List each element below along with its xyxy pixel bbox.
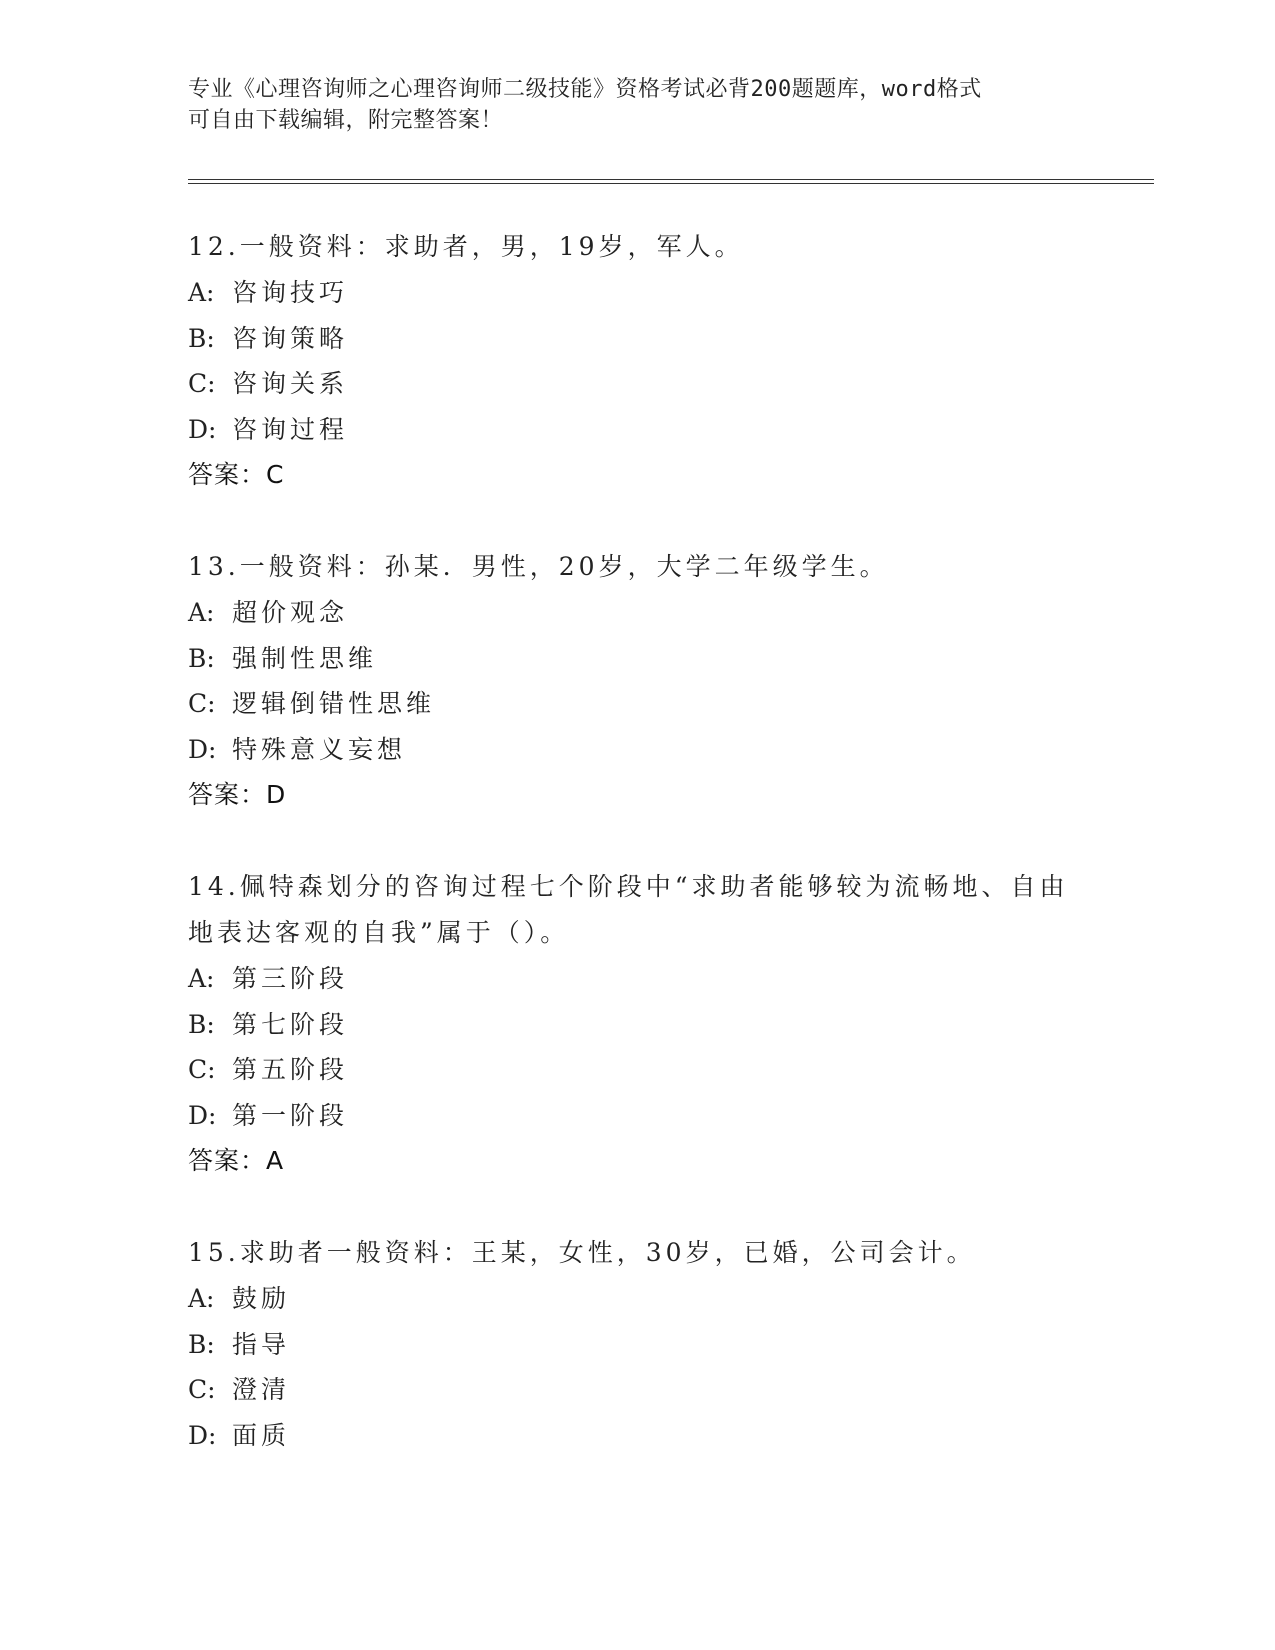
question-14 bbox=[188, 864, 1088, 1184]
option-letter: A: bbox=[188, 598, 215, 627]
option-text: 面质 bbox=[232, 1420, 291, 1450]
option-d bbox=[188, 727, 1088, 773]
option-text: 咨询策略 bbox=[232, 323, 349, 353]
option-a bbox=[188, 270, 1088, 316]
option-text: 第五阶段 bbox=[232, 1055, 349, 1084]
question-stem: 14.佩特森划分的咨询过程七个阶段中“求助者能够较为流畅地、自由地表达客观的自我”属于（）。 bbox=[188, 872, 1069, 947]
option-text: 强制性思维 bbox=[232, 643, 378, 673]
option-letter: A: bbox=[188, 1284, 215, 1313]
option-c bbox=[188, 1367, 1088, 1413]
option-text: 咨询过程 bbox=[232, 414, 349, 444]
option-text: 咨询技巧 bbox=[232, 278, 349, 307]
option-b bbox=[188, 316, 1088, 362]
option-letter: A: bbox=[188, 278, 215, 307]
answer-label: 答案：D bbox=[188, 780, 287, 809]
option-d bbox=[188, 1413, 1088, 1459]
header-divider-bottom bbox=[188, 183, 1154, 184]
document-header bbox=[188, 74, 1088, 136]
answer-label: 答案：A bbox=[188, 1146, 285, 1175]
option-c bbox=[188, 361, 1088, 407]
question-15 bbox=[188, 1230, 1088, 1458]
option-a bbox=[188, 1276, 1088, 1322]
option-c bbox=[188, 681, 1088, 727]
option-letter: B: bbox=[188, 1329, 215, 1359]
option-a bbox=[188, 956, 1088, 1002]
question-13 bbox=[188, 544, 1088, 818]
option-b bbox=[188, 1002, 1088, 1048]
option-text: 澄清 bbox=[232, 1375, 291, 1404]
option-text: 逻辑倒错性思维 bbox=[232, 689, 436, 718]
option-letter: C: bbox=[188, 1055, 216, 1084]
option-text: 第七阶段 bbox=[232, 1009, 349, 1039]
option-text: 超价观念 bbox=[232, 598, 349, 627]
option-d bbox=[188, 407, 1088, 453]
answer-label: 答案：C bbox=[188, 460, 285, 489]
option-letter: B: bbox=[188, 1009, 215, 1039]
option-text: 指导 bbox=[232, 1329, 291, 1359]
option-letter: D: bbox=[188, 1420, 217, 1450]
option-letter: C: bbox=[188, 1375, 216, 1404]
header-line-2: 可自由下载编辑，附完整答案！ bbox=[188, 108, 504, 133]
option-text: 第三阶段 bbox=[232, 964, 349, 993]
question-stem: 15.求助者一般资料：王某，女性，30岁，已婚，公司会计。 bbox=[188, 1238, 976, 1267]
option-letter: A: bbox=[188, 964, 215, 993]
option-text: 鼓励 bbox=[232, 1284, 291, 1313]
option-b bbox=[188, 636, 1088, 682]
option-d bbox=[188, 1093, 1088, 1139]
option-letter: D: bbox=[188, 414, 217, 444]
option-text: 特殊意义妄想 bbox=[232, 734, 407, 764]
option-letter: C: bbox=[188, 369, 216, 398]
option-text: 第一阶段 bbox=[232, 1100, 349, 1130]
header-divider-top bbox=[188, 179, 1154, 180]
option-text: 咨询关系 bbox=[232, 369, 349, 398]
question-stem: 12.一般资料：求助者，男，19岁，军人。 bbox=[188, 232, 744, 261]
option-letter: D: bbox=[188, 1100, 217, 1130]
option-letter: C: bbox=[188, 689, 216, 718]
option-c bbox=[188, 1047, 1088, 1093]
option-letter: B: bbox=[188, 323, 215, 353]
header-line-1: 专业《心理咨询师之心理咨询师二级技能》资格考试必背200题题库，word格式 bbox=[188, 77, 982, 102]
option-letter: B: bbox=[188, 643, 215, 673]
option-a bbox=[188, 590, 1088, 636]
question-stem: 13.一般资料：孙某．男性，20岁，大学二年级学生。 bbox=[188, 552, 889, 581]
option-b bbox=[188, 1322, 1088, 1368]
question-12 bbox=[188, 224, 1088, 498]
option-letter: D: bbox=[188, 734, 217, 764]
